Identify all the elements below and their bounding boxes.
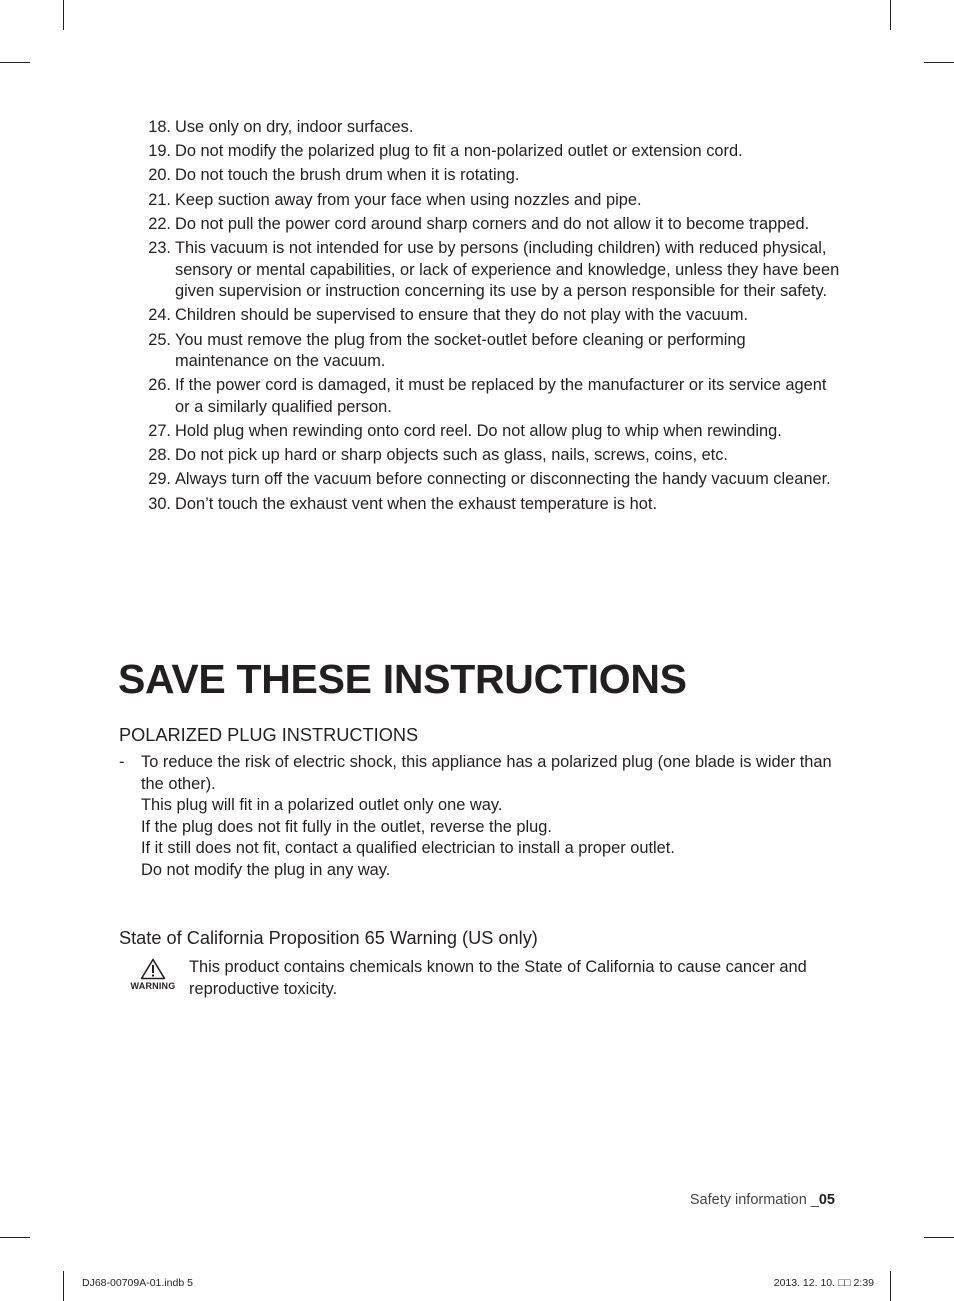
item-text: Do not pick up hard or sharp objects such as glass, nails, screws, coins, etc. xyxy=(175,446,728,465)
safety-item xyxy=(140,375,840,418)
polarized-plug-instructions xyxy=(119,752,839,882)
safety-instructions-list xyxy=(140,117,840,518)
safety-item xyxy=(140,469,840,491)
prop65-warning-text: This product contains chemicals known to the State of California to cause cancer and reproductive toxicity. xyxy=(189,958,807,998)
safety-item xyxy=(140,117,840,139)
item-text: Keep suction away from your face when using nozzles and pipe. xyxy=(175,190,642,209)
polarized-plug-heading: POLARIZED PLUG INSTRUCTIONS xyxy=(119,725,419,745)
safety-item xyxy=(140,445,840,467)
safety-item xyxy=(140,214,840,236)
print-slug-date: 2013. 12. 10. □□ 2:39 xyxy=(773,1277,874,1289)
plug-instruction-line: Do not modify the plug in any way. xyxy=(141,860,391,879)
crop-mark-top-right-vertical xyxy=(890,0,891,30)
item-number: 19. xyxy=(148,142,171,161)
safety-item xyxy=(140,190,840,212)
item-number: 30. xyxy=(148,494,171,513)
item-text: Children should be supervised to ensure that they do not play with the vacuum. xyxy=(175,306,749,325)
page-footer xyxy=(690,1192,835,1208)
plug-instruction-line: If the plug does not fit fully in the outlet, reverse the plug. xyxy=(141,817,552,836)
item-number: 23. xyxy=(148,238,171,257)
safety-item xyxy=(140,165,840,187)
item-number: 20. xyxy=(148,166,171,185)
item-number: 27. xyxy=(148,422,171,441)
item-number: 18. xyxy=(148,118,171,136)
item-number: 28. xyxy=(148,446,171,465)
item-number: 29. xyxy=(148,470,171,489)
crop-mark-bottom-right-horizontal xyxy=(924,1237,954,1238)
safety-item xyxy=(140,494,840,516)
item-text: This vacuum is not intended for use by persons (including children) with reduced physical, sensory or mental capabilities, or lack of experience and knowledge, unless they have been given supervision or instruction concerning its use by a person responsible for their safety. xyxy=(175,238,840,301)
item-text: Do not modify the polarized plug to fit a non-polarized outlet or extension cord. xyxy=(175,142,743,161)
item-number: 24. xyxy=(148,306,171,325)
crop-mark-top-left-vertical xyxy=(63,0,64,30)
item-text: Use only on dry, indoor surfaces. xyxy=(175,118,414,136)
list-dash: - xyxy=(119,753,125,771)
item-text: Hold plug when rewinding onto cord reel. Do not allow plug to whip when rewinding. xyxy=(175,422,782,441)
item-text: Do not touch the brush drum when it is rotating. xyxy=(175,166,520,185)
item-text: Don’t touch the exhaust vent when the exhaust temperature is hot. xyxy=(175,494,657,513)
item-number: 22. xyxy=(148,214,171,233)
print-slug-file: DJ68-00709A-01.indb 5 xyxy=(82,1277,193,1289)
prop65-heading: State of California Proposition 65 Warning (US only) xyxy=(119,928,538,948)
item-number: 21. xyxy=(148,190,171,209)
page-number: 05 xyxy=(818,1192,835,1208)
crop-mark-bottom-left-vertical xyxy=(63,1271,64,1301)
page-title: SAVE THESE INSTRUCTIONS xyxy=(118,656,687,702)
item-number: 26. xyxy=(148,376,171,395)
crop-mark-bottom-right-vertical xyxy=(890,1271,891,1301)
plug-instruction-line: To reduce the risk of electric shock, this appliance has a polarized plug (one blade is wider than the other). xyxy=(141,753,832,793)
crop-mark-top-left-horizontal xyxy=(0,62,30,63)
warning-triangle-icon xyxy=(140,958,166,980)
footer-section-name: Safety information _ xyxy=(689,1192,819,1208)
safety-item xyxy=(140,305,840,327)
safety-item xyxy=(140,238,840,303)
item-number: 25. xyxy=(148,330,171,349)
item-text: If the power cord is damaged, it must be replaced by the manufacturer or its service agent or a similarly qualified person. xyxy=(175,376,827,416)
crop-mark-top-right-horizontal xyxy=(924,62,954,63)
plug-instruction-line: This plug will fit in a polarized outlet only one way. xyxy=(141,796,503,815)
plug-instruction-line: If it still does not fit, contact a qualified electrician to install a proper outlet. xyxy=(141,839,675,858)
safety-item xyxy=(140,330,840,373)
item-text: You must remove the plug from the socket-outlet before cleaning or performing maintenance on the vacuum. xyxy=(175,330,746,371)
warning-label: WARNING xyxy=(130,981,176,991)
safety-item xyxy=(140,421,840,443)
crop-mark-bottom-left-horizontal xyxy=(0,1237,30,1238)
safety-item xyxy=(140,141,840,163)
item-text: Always turn off the vacuum before connecting or disconnecting the handy vacuum cleaner. xyxy=(175,470,831,489)
warning-badge xyxy=(126,958,180,991)
item-text: Do not pull the power cord around sharp corners and do not allow it to become trapped. xyxy=(175,214,810,233)
